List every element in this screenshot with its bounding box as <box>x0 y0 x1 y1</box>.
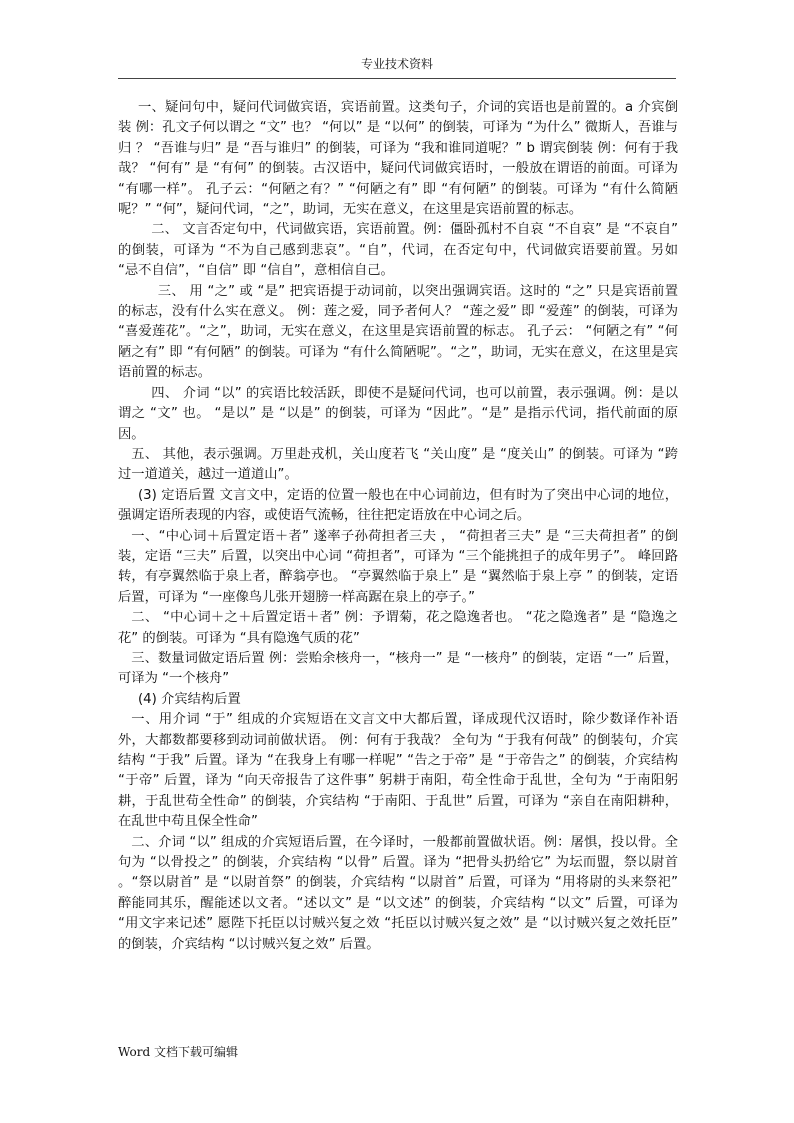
header-title: 专业技术资料 <box>360 57 433 71</box>
footer-text: Word 文档下载可编辑 <box>118 1045 238 1059</box>
paragraph: (3) 定语后置 文言文中，定语的位置一般也在中心词前边，但有时为了突出中心词的地位，强调定语所表现的内容，或使语气流畅，往往把定语放在中心词之后。 <box>118 487 678 524</box>
paragraph: 二、介词 “以” 组成的介宾短语后置，在今译时，一般都前置做状语。例：屠惧，投以骨。全句为 “以骨投之” 的倒装，介宾结构 “以骨” 后置。译为 “把骨头扔给它” 为坛而盟，祭以尉首 。“祭以尉首” 是 “以尉首祭” 的倒装，介宾结构 “以尉首” 后置，可译为 “用将尉的头来祭祀” 醉能同其乐，醒能述以文者。“述以文” 是 “以文述” 的倒装，介宾结构 “以文” 后置，可译为 “用文字来记述” 愿陛下托臣以讨贼兴复之效 “托臣以讨贼兴复之效” 是 “以讨贼兴复之效托臣” 的倒装，介宾结构 “以讨贼兴复之效” 后置。 <box>118 834 678 952</box>
paragraph: 一、疑问句中，疑问代词做宾语，宾语前置。这类句子，介词的宾语也是前置的。a 介宾倒装 例：孔文子何以谓之 “文” 也？ “何以” 是 “以何” 的倒装，可译为 “为什么” 微斯人，吾谁与归 ？ “吾谁与归” 是 “吾与谁归” 的倒装，可译为 “我和谁同道呢？” b 谓宾倒装 例：何有于我哉？ “何有” 是 “有何” 的倒装。古汉语中，疑问代词做宾语时，一般放在谓语的前面。可译为 “有哪一样”。 孔子云：“何陋之有？” “何陋之有” 即 “有何陋” 的倒装。可译为 “有什么简陋呢？” “何”，疑问代词，“之”，助词，无实在意义，在这里是宾语前置的标志。 <box>118 100 678 218</box>
paragraph: (4) 介宾结构后置 <box>137 691 241 707</box>
paragraph: 二、 “中心词＋之＋后置定语＋者” 例：予谓菊，花之隐逸者也。 “花之隐逸者” 是 “隐逸之花” 的倒装。可译为 “具有隐逸气质的花” <box>118 610 678 646</box>
paragraph: 二、 文言否定句中，代词做宾语，宾语前置。例：僵卧孤村不自哀 “不自哀” 是 “不哀自” 的倒装，可译为 “不为自己感到悲哀”。“自”，代词，在否定句中，代词做宾语要前置。另如 “忌不自信”，“自信” 即 “信自”，意相信自己。 <box>118 222 678 279</box>
paragraph: 三、 用 “之” 或 “是” 把宾语提于动词前，以突出强调宾语。这时的 “之” 只是宾语前置的标志，没有什么实在意义。 例：莲之爱，同予者何人？ “莲之爱” 即 “爱莲” 的倒装，可译为 “喜爱莲花”。“之”，助词，无实在意义，在这里是宾语前置的标志。 孔子云： “何陋之有” “何陋之有” 即 “有何陋” 的倒装。可译为 “有什么简陋呢”。“之”，助词，无实在意义，在这里是宾语前置的标志。 <box>118 283 678 381</box>
paragraph: 三、数量词做定语后置 例：尝贻余核舟一，“核舟一” 是 “一核舟” 的倒装，定语 “一” 后置，可译为 “一个核舟” <box>118 650 678 687</box>
paragraph: 五、 其他，表示强调。万里赴戎机，关山度若飞 “关山度” 是 “度关山” 的倒装。可译为 “跨过一道道关，越过一道道山”。 <box>118 446 678 483</box>
paragraph: 四、 介词 “以” 的宾语比较活跃，即使不是疑问代词，也可以前置，表示强调。例：是以谓之 “文” 也。 “是以” 是 “以是” 的倒装，可译为 “因此”。“是” 是指示代词，指代前面的原因。 <box>118 385 678 442</box>
page-header <box>118 56 676 79</box>
paragraph: 一、用介词 “于” 组成的介宾短语在文言文中大都后置，译成现代汉语时，除少数译作补语外，大都数都要移到动词前做状语。 例：何有于我哉？ 全句为 “于我有何哉” 的倒装句，介宾结构 “于我” 后置。译为 “在我身上有哪一样呢” “告之于帝” 是 “于帝告之” 的倒装，介宾结构 “于帝” 后置，译为 “向天帝报告了这件事” 躬耕于南阳，苟全性命于乱世，全句为 “于南阳躬耕，于乱世苟全性命” 的倒装，介宾结构 “于南阳、于乱世” 后置，可译为 “亲自在南阳耕种，在乱世中苟且保全性命” <box>118 712 678 830</box>
page-footer <box>118 1043 238 1060</box>
paragraph: 一、“中心词＋后置定语＋者” 遂率子孙荷担者三夫 ， “荷担者三夫” 是 “三夫荷担者” 的倒装，定语 “三夫” 后置，以突出中心词 “荷担者”，可译为 “三个能挑担子的成年男子”。 峰回路转，有亭翼然临于泉上者，醉翁亭也。 “亭翼然临于泉上” 是 “翼然临于泉上亭 ” 的倒装，定语后置，可译为 “一座像鸟儿张开翅膀一样高踞在泉上的亭子。” <box>118 528 678 605</box>
document-body <box>118 98 678 955</box>
